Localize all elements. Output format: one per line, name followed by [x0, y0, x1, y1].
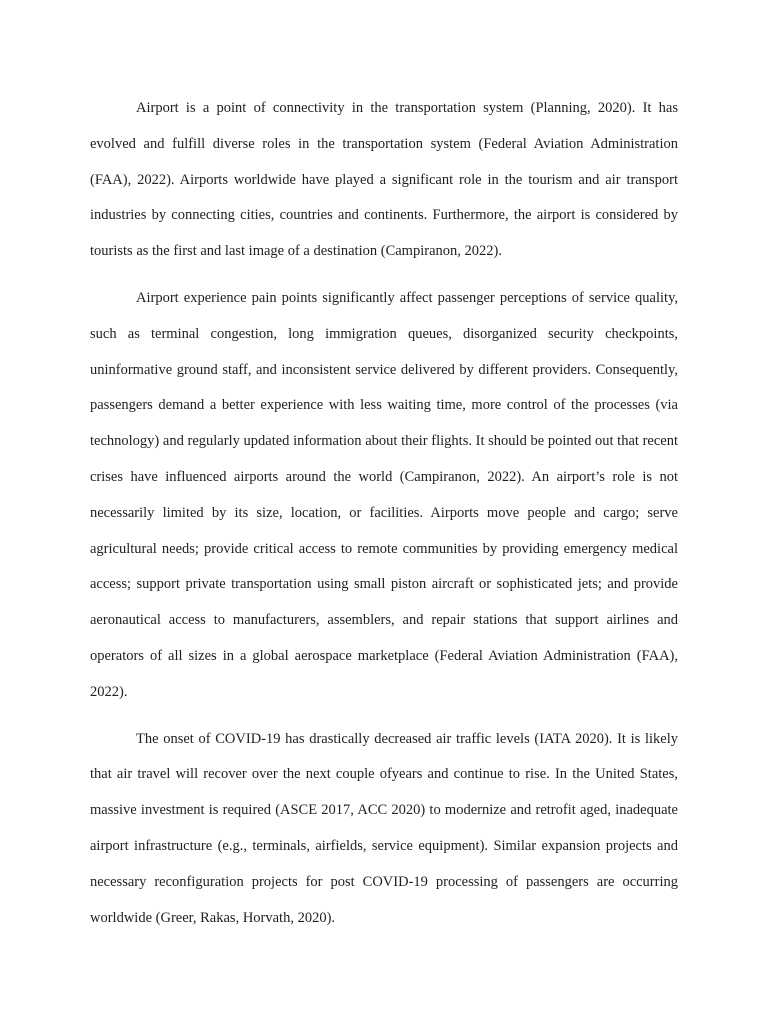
- paragraph-covid-impact: The onset of COVID-19 has drastically decreased air traffic levels (IATA 2020). It is likely that air travel will recover over the next couple ofyears and continue to rise. In the United States, massive investment is required (ASCE 2017, ACC 2020) to modernize and retrofit aged, inadequate airport infrastructure (e.g., terminals, airfields, service equipment). Similar expansion projects and necessary reconfiguration projects for post COVID-19 processing of passengers are occurring worldwide (Greer, Rakas, Horvath, 2020).: [90, 730, 678, 926]
- paragraph-pain-points: Airport experience pain points significantly affect passenger perceptions of service quality, such as terminal congestion, long immigration queues, disorganized security checkpoints, uninformative ground staff, and inconsistent service delivered by different providers. Consequently, passengers demand a better experience with less waiting time, more control of the processes (via technology) and regularly updated information about their flights. It should be pointed out that recent crises have influenced airports around the world (Campiranon, 2022). An airport’s role is not necessarily limited by its size, location, or facilities. Airports move people and cargo; serve agricultural needs; provide critical access to remote communities by providing emergency medical access; support private transportation using small piston aircraft or sophisticated jets; and provide aeronautical access to manufacturers, assemblers, and repair stations that support airlines and operators of all sizes in a global aerospace marketplace (Federal Aviation Administration (FAA), 2022).: [90, 289, 678, 700]
- paragraph-airport-connectivity: Airport is a point of connectivity in the transportation system (Planning, 2020). It has evolved and fulfill diverse roles in the transportation system (Federal Aviation Administration (FAA), 2022). Airports worldwide have played a significant role in the tourism and air transport industries by connecting cities, countries and continents. Furthermore, the airport is considered by tourists as the first and last image of a destination (Campiranon, 2022).: [90, 100, 678, 260]
